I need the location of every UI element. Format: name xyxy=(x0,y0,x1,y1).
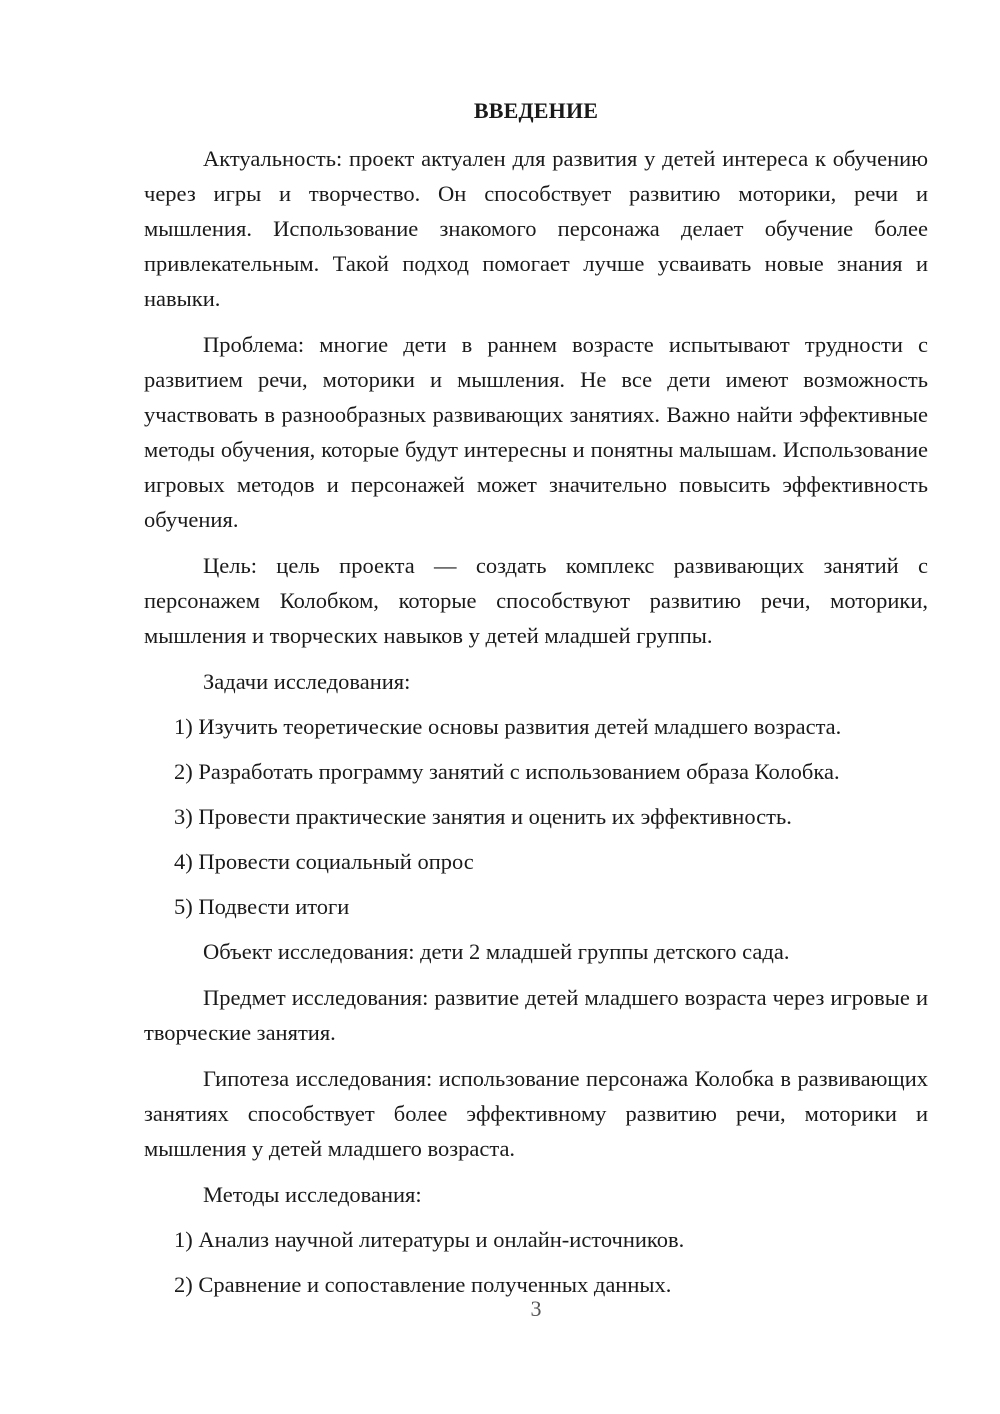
relevance-paragraph: Актуальность: проект актуален для развития у детей интереса к обучению через игры и творчество. Он способствует развитию моторики, речи и мышления. Использование знакомого персонажа делает обучение более привлекательным. Такой подход помогает лучше усваивать новые знания и навыки. xyxy=(144,146,928,311)
methods-heading: Методы исследования: xyxy=(203,1182,422,1207)
list-item: 3) Провести практические занятия и оценить их эффективность. xyxy=(174,804,792,829)
document-page xyxy=(144,96,928,1312)
section-title: ВВЕДЕНИЕ xyxy=(473,98,599,123)
goal-paragraph: Цель: цель проекта — создать комплекс развивающих занятий с персонажем Колобком, которые способствуют развитию речи, моторики, мышления и творческих навыков у детей младшей группы. xyxy=(144,553,928,648)
object-paragraph: Объект исследования: дети 2 младшей группы детского сада. xyxy=(203,939,790,964)
methods-list xyxy=(144,1222,928,1302)
tasks-heading: Задачи исследования: xyxy=(203,669,411,694)
subject-paragraph: Предмет исследования: развитие детей младшего возраста через игровые и творческие занятия. xyxy=(144,985,928,1045)
list-item: 1) Анализ научной литературы и онлайн-источников. xyxy=(174,1227,685,1252)
list-item: 2) Разработать программу занятий с использованием образа Колобка. xyxy=(174,759,840,784)
problem-paragraph: Проблема: многие дети в раннем возрасте испытывают трудности с развитием речи, моторики и мышления. Не все дети имеют возможность участвовать в разнообразных развивающих занятиях. Важно найти эффективные методы обучения, которые будут интересны и понятны малышам. Использование игровых методов и персонажей может значительно повысить эффективность обучения. xyxy=(144,332,928,532)
tasks-list xyxy=(144,709,928,924)
hypothesis-paragraph: Гипотеза исследования: использование персонажа Колобка в развивающих занятиях способствует более эффективному развитию речи, моторики и мышления у детей младшего возраста. xyxy=(144,1066,928,1161)
list-item: 4) Провести социальный опрос xyxy=(174,849,474,874)
list-item: 5) Подвести итоги xyxy=(174,894,350,919)
list-item: 2) Сравнение и сопоставление полученных данных. xyxy=(174,1272,672,1297)
page-number: 3 xyxy=(530,1296,542,1321)
list-item: 1) Изучить теоретические основы развития детей младшего возраста. xyxy=(174,714,842,739)
